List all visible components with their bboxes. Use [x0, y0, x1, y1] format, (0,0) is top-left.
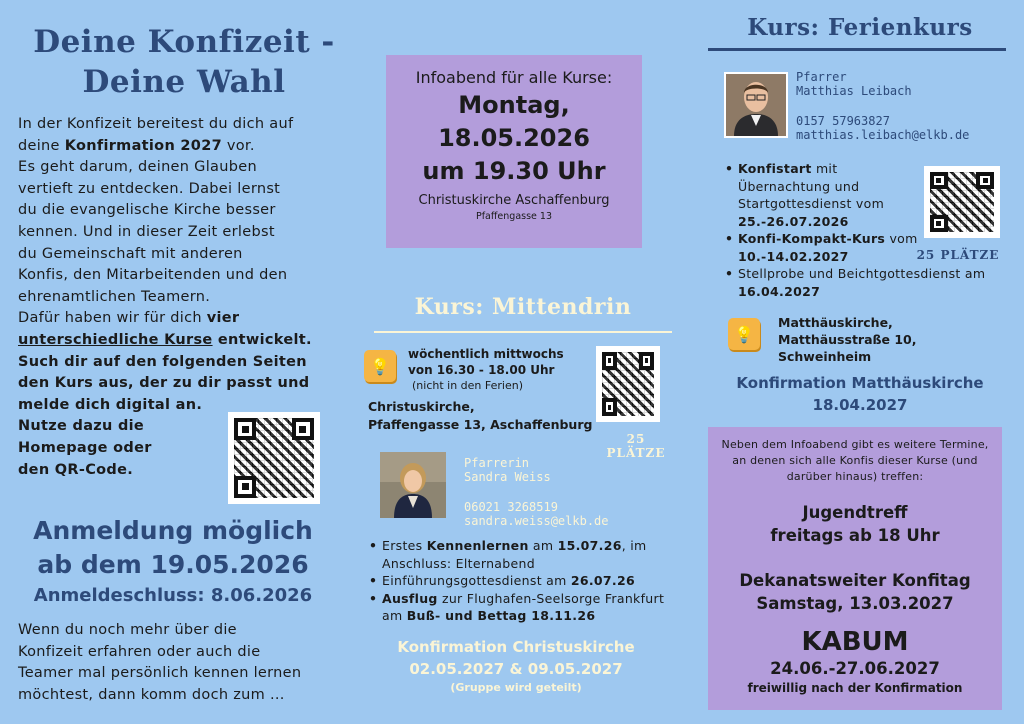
course-mittendrin-heading: Kurs: Mittendrin: [414, 294, 632, 320]
event-jugendtreff: [708, 501, 1002, 547]
list-item: [722, 265, 1002, 300]
schedule-line: von 16.30 - 18.00 Uhr: [408, 363, 555, 377]
contact-role: Pfarrer: [796, 70, 847, 84]
list-text: vom: [885, 231, 918, 246]
pastor-photo: [380, 452, 446, 518]
intro-line: ehrenamtlichen Teamern.: [18, 288, 211, 305]
mittendrin-location: [368, 398, 598, 434]
intro-line: den QR-Code.: [18, 461, 134, 478]
event-date: Samstag, 13.03.2027: [756, 594, 954, 613]
confirmation-title: Konfirmation Christuskirche: [397, 638, 635, 656]
qr-finder: [976, 172, 994, 189]
intro-text-fragment: vor.: [221, 137, 255, 154]
list-item: [366, 572, 666, 590]
list-item: [722, 230, 922, 265]
event-konfitag: [708, 569, 1002, 615]
contact-name: Sandra Weiss: [464, 470, 551, 484]
info-evening-date: 18.05.2026: [438, 124, 590, 152]
outro-line: Konfizeit erfahren oder auch die: [18, 643, 261, 660]
mittendrin-confirmation: [366, 636, 666, 696]
qr-finder: [602, 352, 617, 370]
mittendrin-schedule: [408, 346, 588, 394]
list-text: mit Übernachtung und Startgottesdienst vom: [738, 161, 885, 211]
person-portrait-icon: [380, 452, 446, 518]
qr-finder: [639, 352, 654, 370]
intro-line: Konfis, den Mitarbeitenden und den: [18, 267, 288, 284]
ferienkurs-location: [778, 314, 978, 365]
intro-line: Such dir auf den folgenden Seiten: [18, 353, 307, 370]
registration-line-1: Anmeldung möglich: [33, 516, 313, 545]
title-line-1: Deine Konfizeit -: [33, 24, 335, 60]
intro-emphasis: vier: [206, 310, 240, 327]
list-emphasis: Kennenlernen: [426, 538, 529, 553]
intro-emphasis: Konfirmation 2027: [64, 137, 222, 154]
info-evening-place: Christuskirche Aschaffenburg: [418, 193, 610, 208]
info-evening-address: Pfaffengasse 13: [475, 211, 552, 222]
contact-email[interactable]: matthias.leibach@elkb.de: [796, 128, 970, 142]
list-text: , im Anschluss: Elternabend: [382, 538, 647, 571]
intro-line: Es geht darum, deinen Glauben: [18, 159, 257, 176]
list-text: Stellprobe und Beichtgottesdienst am: [738, 266, 986, 281]
contact-role: Pfarrerin: [464, 456, 530, 470]
intro-text-fragment: entwickelt.: [212, 331, 312, 348]
intro-line: du die evangelische Kirche besser: [18, 202, 276, 219]
list-item: [366, 590, 666, 625]
pastor-photo: [724, 72, 788, 138]
course-ferienkurs-heading: Kurs: Ferienkurs: [747, 14, 973, 41]
intro-line: den Kurs aus, der zu dir passt und: [18, 375, 310, 392]
list-text: Einführungsgottesdienst am: [382, 573, 571, 588]
events-intro: Neben dem Infoabend gibt es weitere Termine, an denen sich alle Konfis dieser Kurse (und darüber hinaus) treffen:: [721, 438, 989, 483]
list-text: am: [528, 538, 558, 553]
ferienkurs-confirmation: [712, 372, 1008, 416]
qr-code-icon[interactable]: [228, 412, 320, 504]
location-line: Pfaffengasse 13, Aschaffenburg: [368, 417, 593, 432]
intro-underlined: unterschiedliche Kurse: [18, 331, 213, 348]
qr-code-icon[interactable]: [596, 346, 660, 422]
divider: [374, 331, 672, 333]
info-evening-day: Montag,: [458, 91, 570, 119]
location-line: Christuskirche,: [368, 399, 475, 414]
qr-finder: [292, 418, 314, 440]
outro-line: möchtest, dann komm doch zum ...: [18, 686, 285, 703]
list-text: Erstes: [382, 538, 427, 553]
list-emphasis: Buß- und Bettag 18.11.26: [406, 608, 596, 623]
contact-name: Matthias Leibach: [796, 84, 912, 98]
confirmation-dates: 02.05.2027 & 09.05.2027: [409, 660, 623, 678]
registration-deadline: Anmeldeschluss: 8.06.2026: [33, 585, 313, 606]
confirmation-title: Konfirmation Matthäuskirche: [736, 374, 984, 392]
outro-line: Teamer mal persönlich kennen lernen: [18, 665, 302, 682]
location-line: Matthäusstraße 10,: [778, 332, 917, 347]
location-line: Matthäuskirche,: [778, 315, 893, 330]
registration-line-2: ab dem 19.05.2026: [37, 550, 309, 579]
page-title: [14, 22, 354, 102]
contact-phone[interactable]: 06021 3268519: [464, 500, 558, 514]
mittendrin-dates-list: [366, 537, 666, 625]
intro-line: kennen. Und in dieser Zeit erlebst: [18, 223, 275, 240]
list-emphasis: 26.07.26: [570, 573, 635, 588]
sticky-note-lightbulb-icon: 💡: [728, 318, 760, 350]
events-box: [708, 427, 1002, 710]
schedule-note: (nicht in den Ferien): [412, 379, 523, 392]
sticky-note-lightbulb-icon: 💡: [364, 350, 396, 382]
list-item: [722, 160, 922, 230]
list-emphasis: 15.07.26: [557, 538, 622, 553]
intro-line: [18, 136, 336, 158]
list-emphasis: Ausflug: [382, 590, 438, 606]
list-emphasis: 10.-14.02.2027: [738, 248, 849, 264]
qr-finder: [234, 476, 256, 498]
intro-line: [18, 308, 336, 330]
event-title: Dekanatsweiter Konfitag: [739, 571, 971, 590]
intro-line: [18, 330, 336, 352]
mittendrin-capacity: 25 PLÄTZE: [606, 432, 666, 460]
info-evening-label: Infoabend für alle Kurse:: [415, 68, 613, 87]
qr-code-icon[interactable]: [924, 166, 1000, 238]
outro-line: Wenn du noch mehr über die: [18, 622, 237, 638]
list-emphasis: 16.04.2027: [738, 283, 821, 299]
person-portrait-icon: [726, 74, 786, 136]
intro-line: In der Konfizeit bereitest du dich auf: [18, 116, 294, 132]
ferienkurs-capacity: 25 PLÄTZE: [916, 248, 1000, 262]
list-emphasis: 25.-26.07.2026: [738, 213, 849, 229]
info-evening-time: um 19.30 Uhr: [422, 157, 606, 185]
list-item: [366, 537, 666, 572]
qr-finder: [930, 215, 948, 232]
divider: [708, 48, 1006, 51]
qr-finder: [234, 418, 256, 440]
registration-info: [14, 514, 332, 610]
confirmation-note: (Gruppe wird geteilt): [450, 681, 582, 694]
list-emphasis: Konfistart: [738, 161, 812, 176]
list-text: zur Flughafen-Seelsorge Frankfurt am: [382, 590, 665, 623]
event-title: Jugendtreff: [802, 503, 908, 522]
event-note: freiwillig nach der Konfirmation: [747, 681, 963, 695]
intro-line: Homepage oder: [18, 439, 152, 456]
outro-text: [18, 620, 348, 706]
intro-text-fragment: deine: [18, 137, 65, 154]
contact-email[interactable]: sandra.weiss@elkb.de: [464, 514, 609, 528]
intro-line: melde dich digital an.: [18, 396, 203, 413]
event-date: 24.06.-27.06.2027: [770, 659, 940, 678]
ferienkurs-contact: [796, 70, 969, 142]
intro-line: Nutze dazu die: [18, 418, 145, 435]
intro-line: vertieft zu entdecken. Dabei lernst: [18, 180, 281, 197]
intro-text-fragment: Dafür haben wir für dich: [18, 310, 207, 327]
title-line-2: Deine Wahl: [82, 64, 286, 100]
qr-finder: [930, 172, 948, 189]
confirmation-date: 18.04.2027: [812, 396, 908, 414]
schedule-line: wöchentlich mittwochs: [408, 347, 564, 361]
qr-finder: [602, 398, 617, 416]
info-evening-box: [386, 55, 642, 248]
location-line: Schweinheim: [778, 349, 872, 364]
event-time: freitags ab 18 Uhr: [770, 526, 940, 545]
list-emphasis: Konfi-Kompakt-Kurs: [738, 231, 886, 246]
event-title: KABUM: [801, 627, 909, 657]
intro-line: du Gemeinschaft mit anderen: [18, 245, 243, 262]
event-kabum: [708, 627, 1002, 696]
mittendrin-contact: [464, 456, 609, 528]
contact-phone[interactable]: 0157 57963827: [796, 114, 890, 128]
